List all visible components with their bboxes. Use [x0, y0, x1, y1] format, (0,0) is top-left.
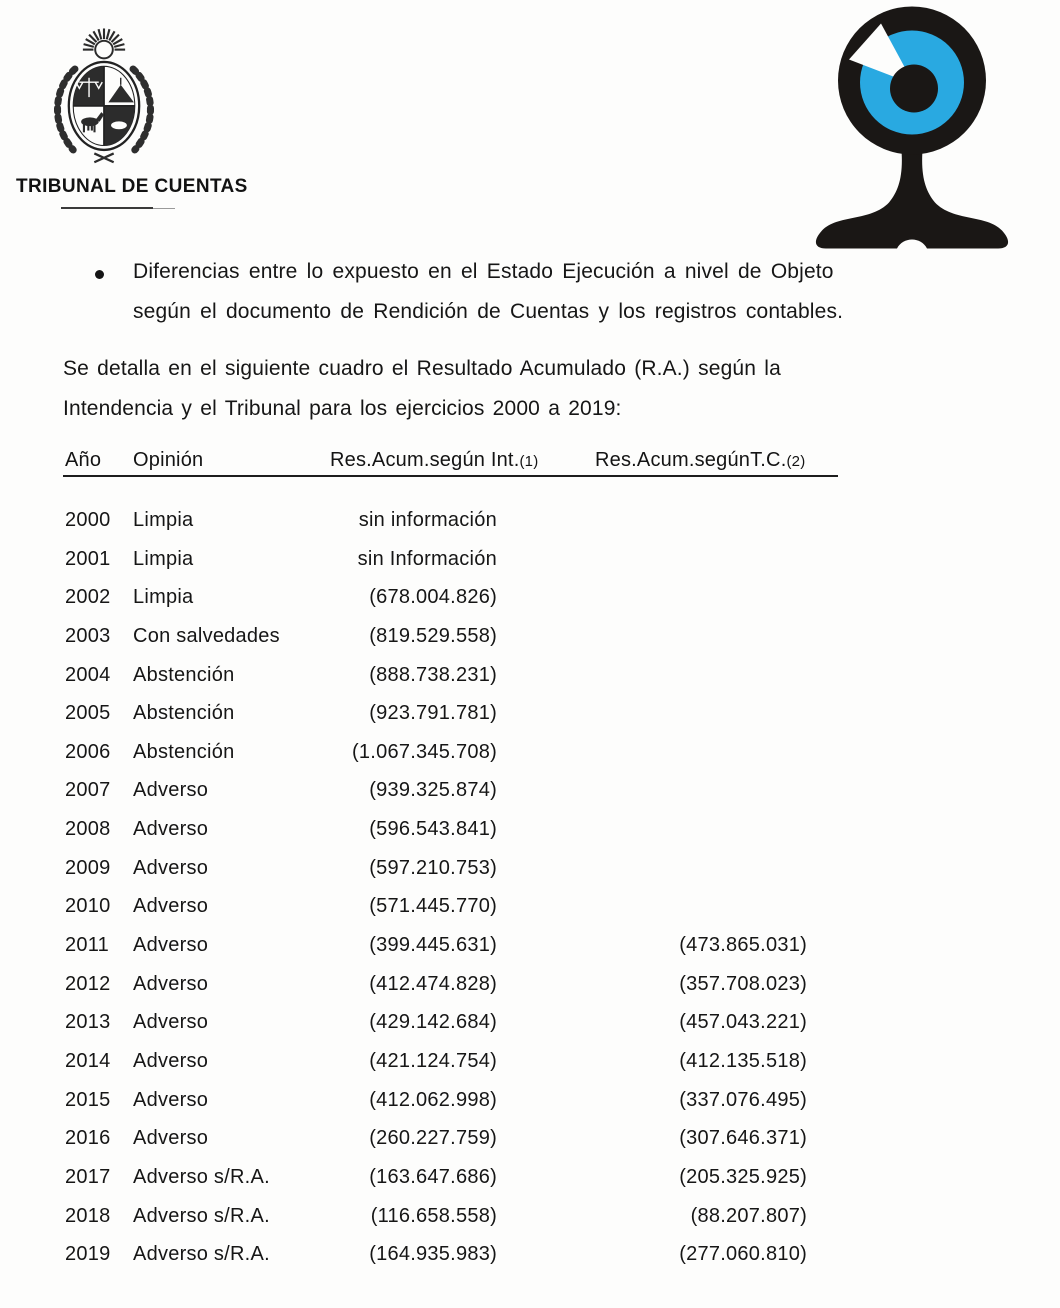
table-row — [65, 1003, 807, 1042]
table-cell-int: sin información — [358, 509, 497, 531]
intro-text-line2: Intendencia y el Tribunal para los ejercicios 2000 a 2019: — [63, 397, 622, 420]
coat-of-arms-icon — [38, 22, 170, 174]
table-cell-year: 2017 — [65, 1165, 111, 1188]
table-cell-tc — [497, 656, 807, 695]
eye-pupil — [890, 65, 938, 113]
table-cell-tc — [497, 810, 807, 849]
table-cell-year: 2006 — [65, 740, 111, 763]
table-cell-year: 2013 — [65, 1011, 111, 1034]
table-cell-tc — [497, 617, 807, 656]
ox-icon — [111, 121, 127, 129]
table-row — [65, 965, 807, 1004]
table-cell-int: (923.791.781) — [369, 702, 497, 725]
table-cell-year: 2003 — [65, 624, 111, 647]
table-header-underline — [63, 475, 838, 477]
column-header-opinion: Opinión — [133, 449, 204, 471]
table-cell-opinion: Adverso — [133, 895, 209, 918]
table-cell-year: 2001 — [65, 547, 111, 570]
table-cell-tc — [497, 501, 807, 540]
table-row — [65, 926, 807, 965]
table-cell-int: (421.124.754) — [369, 1049, 497, 1072]
table-cell-year: 2014 — [65, 1049, 111, 1072]
table-cell-opinion: Adverso — [133, 1049, 209, 1072]
table-cell-opinion: Abstención — [133, 663, 235, 686]
table-row — [65, 694, 807, 733]
table-cell-tc — [497, 733, 807, 772]
column-header-year: Año — [65, 449, 102, 471]
org-name: TRIBUNAL DE CUENTAS — [16, 176, 248, 197]
column-header-tc — [595, 449, 805, 472]
column-header-tc-footnote: (2) — [786, 453, 806, 470]
bullet-marker — [95, 270, 104, 279]
intro-text-line1: Se detalla en el siguiente cuadro el Resultado Acumulado (R.A.) según la — [63, 357, 781, 380]
table-row — [65, 540, 807, 579]
table-cell-year: 2002 — [65, 586, 111, 609]
table-cell-int: (571.445.770) — [369, 895, 497, 918]
table-row — [65, 501, 807, 540]
bullet-text-line1: Diferencias entre lo expuesto en el Estado Ejecución a nivel de Objeto — [133, 260, 834, 283]
column-header-tc-label: Res.Acum.segúnT.C. — [595, 449, 787, 471]
table-cell-opinion: Adverso — [133, 818, 209, 841]
table-cell-tc — [497, 694, 807, 733]
bullet-text-line2: según el documento de Rendición de Cuentas y los registros contables. — [133, 300, 844, 323]
results-table-body — [65, 501, 807, 1274]
table-cell-year: 2019 — [65, 1243, 111, 1266]
table-row — [65, 1081, 807, 1120]
table-cell-int: (819.529.558) — [369, 624, 497, 647]
table-cell-year: 2018 — [65, 1204, 111, 1227]
table-cell-int: (596.543.841) — [369, 818, 497, 841]
table-cell-int: (1.067.345.708) — [352, 740, 497, 763]
table-cell-opinion: Adverso — [133, 856, 209, 879]
table-row — [65, 1042, 807, 1081]
table-cell-int: (939.325.874) — [369, 779, 497, 802]
table-cell-opinion: Abstención — [133, 740, 235, 763]
table-cell-tc — [497, 540, 807, 579]
table-cell-tc: (412.135.518) — [679, 1049, 807, 1072]
column-header-int-footnote: (1) — [519, 453, 539, 470]
table-row — [65, 578, 807, 617]
table-row — [65, 771, 807, 810]
letterhead-rule — [61, 207, 153, 209]
table-row — [65, 810, 807, 849]
table-row — [65, 849, 807, 888]
table-cell-year: 2005 — [65, 702, 111, 725]
table-cell-opinion: Adverso — [133, 1011, 209, 1034]
table-cell-tc — [497, 849, 807, 888]
table-cell-opinion: Adverso s/R.A. — [133, 1204, 270, 1227]
table-cell-year: 2010 — [65, 895, 111, 918]
table-row — [65, 1235, 807, 1274]
table-cell-tc — [497, 771, 807, 810]
table-cell-opinion: Adverso s/R.A. — [133, 1243, 270, 1266]
column-header-int-label: Res.Acum.según Int. — [330, 449, 520, 471]
table-row — [65, 733, 807, 772]
table-cell-opinion: Adverso — [133, 972, 209, 995]
table-cell-int: (163.647.686) — [369, 1165, 497, 1188]
ribbon — [94, 153, 113, 162]
column-header-int — [330, 449, 538, 472]
table-cell-opinion: Adverso — [133, 934, 209, 957]
table-cell-opinion: Limpia — [133, 509, 194, 531]
table-cell-tc — [497, 887, 807, 926]
table-cell-year: 2000 — [65, 509, 111, 531]
table-cell-int: sin Información — [357, 547, 497, 570]
table-cell-year: 2008 — [65, 818, 111, 841]
table-cell-year: 2012 — [65, 972, 111, 995]
table-row — [65, 1197, 807, 1236]
table-cell-tc: (88.207.807) — [690, 1204, 807, 1227]
table-cell-year: 2007 — [65, 779, 111, 802]
table-cell-opinion: Limpia — [133, 547, 194, 570]
table-cell-opinion: Adverso s/R.A. — [133, 1165, 270, 1188]
table-cell-tc: (307.646.371) — [679, 1127, 807, 1150]
table-cell-int: (412.474.828) — [369, 972, 497, 995]
table-cell-year: 2004 — [65, 663, 111, 686]
table-cell-int: (429.142.684) — [369, 1011, 497, 1034]
table-cell-tc: (277.060.810) — [679, 1243, 807, 1266]
table-cell-int: (888.738.231) — [369, 663, 497, 686]
table-row — [65, 887, 807, 926]
table-cell-int: (260.227.759) — [369, 1127, 497, 1150]
table-cell-year: 2011 — [65, 934, 110, 957]
table-cell-tc: (473.865.031) — [679, 934, 807, 957]
table-cell-int: (412.062.998) — [369, 1088, 497, 1111]
table-row — [65, 1158, 807, 1197]
table-cell-int: (116.658.558) — [370, 1204, 497, 1227]
table-cell-opinion: Abstención — [133, 702, 235, 725]
table-cell-tc: (457.043.221) — [679, 1011, 807, 1034]
table-cell-tc: (357.708.023) — [679, 972, 807, 995]
table-cell-year: 2009 — [65, 856, 111, 879]
table-cell-opinion: Limpia — [133, 586, 194, 609]
table-row — [65, 617, 807, 656]
letterhead-rule-faint — [153, 208, 175, 209]
eye-logo-body — [816, 145, 1008, 249]
table-cell-tc — [497, 578, 807, 617]
table-cell-year: 2016 — [65, 1127, 111, 1150]
table-cell-int: (399.445.631) — [369, 934, 497, 957]
table-cell-int: (597.210.753) — [369, 856, 497, 879]
table-cell-tc: (205.325.925) — [679, 1165, 807, 1188]
table-cell-opinion: Adverso — [133, 779, 209, 802]
table-cell-year: 2015 — [65, 1088, 111, 1111]
table-row — [65, 656, 807, 695]
table-cell-opinion: Adverso — [133, 1088, 209, 1111]
table-cell-int: (164.935.983) — [369, 1243, 497, 1266]
table-row — [65, 1119, 807, 1158]
table-cell-opinion: Con salvedades — [133, 624, 280, 647]
table-cell-int: (678.004.826) — [369, 586, 497, 609]
table-cell-opinion: Adverso — [133, 1127, 209, 1150]
table-cell-tc: (337.076.495) — [679, 1088, 807, 1111]
watchdog-eye-logo-icon — [805, 4, 1020, 250]
